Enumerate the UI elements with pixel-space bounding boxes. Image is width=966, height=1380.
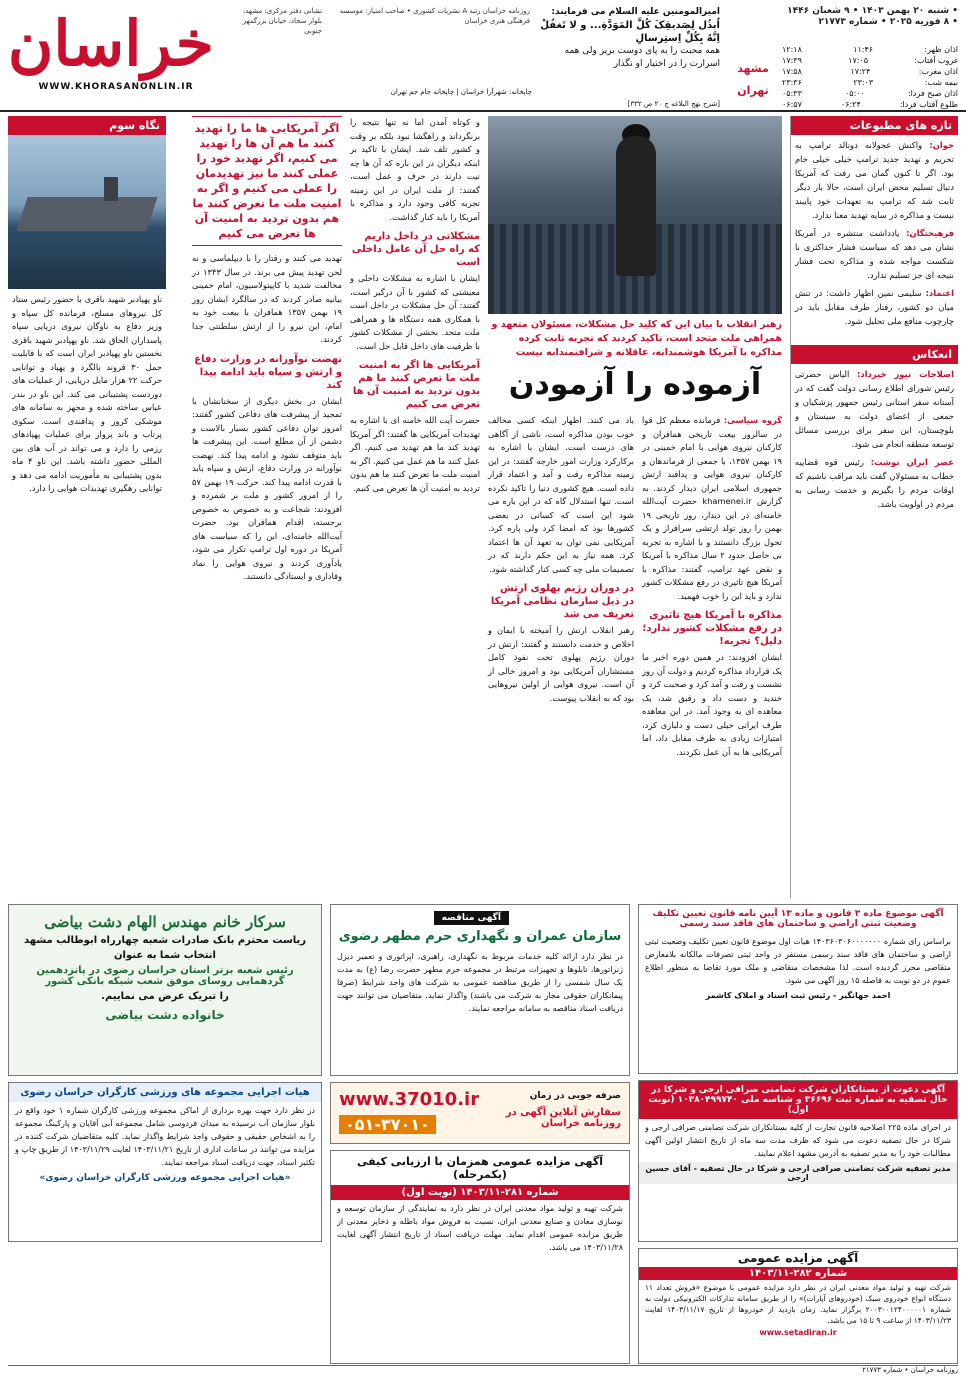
press-item: اعتماد: سلیمی نمین اظهار داشت: در تنش میان دو کشور، رفتار طرف مقابل باید در چارچوب منافع ملی تحلیل شود.: [795, 288, 954, 326]
prayer-time-row: [782, 99, 958, 110]
notice-registry-title: آگهی موضوع ماده ۳ قانون و ماده ۱۳ آیین نامه قانون تعیین تکلیف وضعیت ثبتی اراضی و ساختمان های فاقد سند رسمی: [652, 909, 944, 929]
auction-ad-1: [330, 1150, 630, 1364]
article-column-3: و کوتاه آمدن اما نه تنها نتیجه را برنگرداند و راهگشا نبود بلکه بر وقت و کشور تلف شد. ایشان با تاکید بر اینکه دیگران در این باره که آن ها چه نیت دارند در حرف و عمل است، گفتند: از ملت ایران در این زمینه تجربه کافی وجود دارد و مذاکره با آمریکا را باید کنار گذاشت. مشکلاتی در داخل داریم که راه حل آن عامل داخلی است ایشان با اشاره به مشکلات داخلی و معیشتی که کشور با آن درگیر است، گفتند: آن حل مشکلات در داخل است با همکاری همه دستگاه ها و همراهی ملت متحد. بخشی از مشکلات کشور با ظرفیت های داخل قابل حل است. آمریکایی ها اگر به امنیت ملت ما تعرض کنند ما هم بدون تردید به امنیت آن ها تعرض می کنیم حضرت آیت الله خامنه ای با اشاره به تهدیدات آمریکایی ها گفتند: اگر آمریکا تهدید کند ما هم تهدید می کنیم. اگر عمل کنند ما هم عمل می کنیم. اگر به امنیت ملت ما تعرض کنند ما هم بدون تردید به امنیت آن ها تعرض می کنیم.: [350, 117, 480, 493]
online-ad-slogan: سفارش آنلاین آگهی در روزنامه خراسان: [505, 1107, 621, 1129]
date-line-1: • شنبه ۲۰ بهمن ۱۴۰۳ • ۹ شعبان ۱۴۴۶: [787, 6, 958, 16]
print-line: چاپخانه: شهرآرا خراسان | چاپخانه جام جم تهران: [390, 88, 532, 96]
congrats-signature: خانواده دشت بیاضی: [105, 1008, 225, 1022]
prayer-label: اذان صبح فردا:: [907, 89, 958, 98]
prayer-time-mashhad: ۱۱:۴۶: [853, 45, 874, 54]
prayer-time-mashhad: ۱۷:۲۴: [850, 67, 871, 76]
prayer-time-tehran: ۱۷:۵۸: [782, 67, 802, 76]
quote-heading: امیرالمومنین علیه السلام می فرمایند:: [551, 7, 720, 17]
reflection-item: اصلاحات نیوز خبرداد: الیاس حضرتی رئیس شورای اطلاع رسانی دولت گفت که در آستانه سفر استانی رئیس جمهور پزشکیان و جمعی از اعضای دولت به سیستان و بلوچستان، این سفر برای بررسی مسائل توسعه منطقه انجام می شود.: [795, 369, 954, 449]
subheading-1: مذاکره با آمریکا هیچ تاثیری در رفع مشکلات کشور ندارد؛ دلیل؟ تجربه!: [642, 610, 782, 647]
prayer-time-tehran: ۱۷:۳۹: [782, 56, 802, 65]
publisher-info: نشانی دفتر مرکزی: مشهد، بلوار سجاد، خیابان بزرگمهر جنوبی: [242, 7, 322, 35]
congrats-title: سرکار خانم مهندس الهام دشت بیاضی: [44, 913, 286, 931]
online-ad-note: صرفه جویی در زمان: [529, 1091, 621, 1101]
prayer-label: طلوع آفتاب فردا:: [899, 100, 958, 109]
prayer-time-row: [782, 55, 958, 66]
press-items: [791, 135, 958, 335]
tender-badge: آگهی مناقصه: [434, 911, 509, 925]
auction-1-body: شرکت تهیه و تولید مواد معدنی ایران در نظر دارد به نمایندگی از سازمان توسعه و نوسازی معادن و صنایع معدنی ایران، نسبت به فروش مواد باطله و ذخایر معدنی از طریق مزایده عمومی اقدام نماید. مهلت دریافت اسناد از تاریخ انتشار آگهی لغایت ۱۴۰۳/۱۱/۲۸ می باشد.: [337, 1204, 623, 1252]
sport-signature: «هیات اجرایی مجموعه ورزشی کارگران خراسان رضوی»: [39, 1173, 291, 1183]
prayer-time-tehran: ۲۳:۳۶: [782, 78, 802, 87]
subheading-3c: آمریکایی ها اگر به امنیت ملت ما تعرض کنند ما هم بدون تردید به امنیت آن ها تعرض می کنیم: [352, 360, 480, 410]
quote-persian: همه محبت را به پای دوست بریز ولی همه اسرارت را در اختیار او نگذار: [564, 46, 720, 69]
blank-ad-space: [8, 1248, 322, 1364]
online-ad-banner[interactable]: [330, 1082, 630, 1144]
city-mashhad: مشهد: [737, 62, 769, 75]
reflection-item: عصر ایران نوشت: رئیس قوه قضاییه خطاب به مسئولان گفت باید مراقب باشیم که اوقات مردم را بگیریم و خدمت رسانی به مردم در اولویت باشد.: [795, 457, 954, 509]
press-item: جوان: واکنش عجولانه دونالد ترامپ به تحریم و تهدید جدید ترامپ خیلی خیلی خام بود. اگر تا کنون گمان می رفت که آمریکا دنبال تسلیم محض ایران است، حالا بار دیگر ثابت شد که ترامپ به تعهدات خود پایبند نیست و مذاکره در سایه تهدید معنا ندارد.: [795, 140, 955, 220]
pull-quote: اگر آمریکایی ها ما را تهدید کنند ما هم آن ها را تهدید می کنیم، اگر تهدید خود را عملی کنند ما نیز تهدیدمان را عملی می کنیم و اگر به امنیت ملت ما تعرض کنند ما هم بدون تردید به امنیت آن ها تعرض می کنیم: [192, 116, 342, 246]
tender-shrine: [330, 904, 630, 1076]
auction-2-number: شماره ۲۸۲-۱۴۰۳/۱۱: [639, 1267, 957, 1280]
daily-quote: [540, 6, 720, 71]
footer: روزنامه خراسان • شماره ۲۱۷۷۳: [8, 1365, 958, 1376]
carrier-photo: [8, 135, 166, 289]
date-box: [778, 6, 958, 28]
prayer-time-mashhad: ۲۳:۰۳: [853, 78, 874, 87]
notice-registry-signature: احمد جهانگیر - رئیس ثبت اسناد و املاک کاشمر: [705, 991, 891, 1000]
congratulations-ad: [8, 904, 322, 1076]
subheading-4: نهضت نوآورانه در وزارت دفاع و ارتش و سپاه باید ادامه پیدا کند: [194, 353, 342, 391]
sport-title: هیات اجرایی مجموعه های ورزشی کارگران خراسان رضوی: [9, 1083, 321, 1102]
auction-2-title: آگهی مزایده عمومی: [737, 1251, 859, 1265]
press-item: فرهیختگان: یادداشت منتشره در آمریکا نشان می دهد که سیاست فشار حداکثری با شکست مواجه شده و مذاکره تحت فشار نتیجه ای جز تسلیم ندارد.: [795, 228, 954, 280]
prayer-time-mashhad: ۱۷:۰۵: [848, 56, 869, 65]
tender-title: سازمان عمران و نگهداری حرم مطهر رضوی: [338, 929, 622, 944]
auction-1-number: شماره ۲۸۱-۱۴۰۳/۱۱ (نوبت اول): [331, 1185, 629, 1200]
leader-photo: [488, 116, 782, 314]
right-column: [790, 116, 958, 898]
photo-caption: رهبر انقلاب با بیان این که کلید حل مشکلات، مسئولان متعهد و همراهی ملت متحد است، تاکید کردند که تجربه ثابت کرده مذاکره با آمریکا هوشمندانه، عاقلانه و شرافتمندانه نیست: [491, 319, 782, 358]
prayer-time-mashhad: ۰۵:۰۰: [844, 89, 865, 98]
auction-1-title: آگهی مزایده عمومی همزمان با ارزیابی کیفی (یکمرحله): [357, 1155, 603, 1181]
article-column-4: اگر آمریکایی ها ما را تهدید کنند ما هم آن ها را تهدید می کنیم، اگر تهدید خود را عملی کنند ما نیز تهدیدمان را عملی می کنیم و اگر به امنیت ملت ما تعرض کنند ما هم بدون تردید به امنیت آن ها تعرض می کنیم تهدید می کنند و رفتار را با دیپلماسی و نه لحن تهدید پیش می برند. در سال ۱۳۴۳ در مخالفت شدید با کاپیتولاسیون، امام خمینی بیانیه صادر کردند که در سالگرد ایشان روز ۱۹ بهمن ۱۳۵۷ همافران با بیعت خود به امام، این نیرو را از ارتش سلطنتی جدا کردند. نهضت نوآورانه در وزارت دفاع و ارتش و سپاه باید ادامه پیدا کند ایشان در بخش دیگری از سخنانشان با تمجید از پیشرفت های دفاعی کشور گفتند: امروز توان دفاعی کشور بسیار بالاست و دشمن از آن مطلع است. این پیشرفت ها باید متوقف نشود و ادامه پیدا کند. نهضت نوآورانه در وزارت دفاع، ارتش و سپاه باید با قدرت ادامه پیدا کند. حرکت ۱۹ بهمن ۵۷ را از امروز کشور و ملت بر شمرده و افزودند: شجاعت و به خصوص به خصوص برجسته، اقدام همافران بود. حضرت آیت‌الله خامنه‌ای، این را که سیاست های آمریکا در دوره اول ترامپ تکرار می شود، یادآوری کردند و نیروی هوایی را نماد وفاداری و ایستادگی دانستند.: [192, 116, 342, 898]
notice-creditors: [638, 1080, 958, 1242]
prayer-times: [782, 44, 958, 110]
notice-creditors-title: آگهی دعوت از بستانکاران شرکت تضامنی صرافی ارجی و شرکا در حال تصفیه به شماره ثبت ۳۶۶۹۶ و شناسه ملی ۱۰۳۸۰۴۹۹۷۴۰ (نوبت اول): [639, 1081, 957, 1119]
notice-registry-body: براساس رای شماره ۱۴۰۳۶۰۳۰۶۰۰۰۰۰۰۰ هیات اول موضوع قانون تعیین تکلیف وضعیت ثبتی اراضی و ساختمان های فاقد سند رسمی مستقر در واحد ثبتی تصرفات مالکانه بلامعارض متقاضی محرز گردیده است. لذا مشخصات متقاضی و ملک مورد تقاضا به منظور اطلاع عموم در دو نوبت به فاصله ۱۵ روز آگهی می شود.: [645, 937, 951, 985]
feature-text: ناو پهپادبر شهید باقری با حضور رئیس ستاد کل نیروهای مسلح، فرمانده کل سپاه و وزیر دفاع به ناوگان نیروی دریایی سپاه پاسداران الحاق شد. ناو پهپادبر شهید باقری نخستین ناو پهپادبر ایران است که با قابلیت حمل ۳۰ فروند بالگرد و پهپاد و توانایی حرکت ۲۲ هزار مایل دریایی، از عملیات های دوردست پشتیبانی می کند. این ناو در بندر عباس ساخته شده و مجهز به سامانه های موشکی کروز و پدافندی است. سکوی پرتاب و باند پرواز برای عملیات پهپادهای رزمی را دارد و می تواند در آب های بین المللی حضور داشته باشد. این ناو ۴ ماه بدون پشتیبانی به مأموریت ادامه می دهد و توانایی رهگیری تهدیدات هوایی را دارد.: [12, 294, 162, 493]
article-column-1: گروه سیاسی: فرمانده معظم کل قوا در سالروز بیعت تاریخی همافران و کارکنان نیروی هوایی با امام خمینی در ۱۹ بهمن ۱۳۵۷، با جمعی از فرماندهان و کارکنان نیروی هوایی و پدافند ارتش جمهوری اسلامی ایران دیدار کردند. به گزارش khamenei.ir حضرت آیت‌الله خامنه‌ای در این دیدار، روز تاریخی ۱۹ بهمن را روز تولد ارتشی سرافراز و یک تحول بزرگ دانستند و با اشاره به تجربه بی حاصل حدود ۲ سال مذاکره با آمریکا و نقض عهد ترامپ، گفتند: مذاکره با آمریکا هیچ تاثیری در رفع مشکلات کشور ندارد و باید این را خوب فهمید. مذاکره با آمریکا هیچ تاثیری در رفع مشکلات کشور ندارد؛ دلیل؟ تجربه! ایشان افزودند: در همین دوره اخیر ما یک قرارداد مذاکره کردیم و دولت آن روز نشست و رفت و آمد کرد و صحبت کرد و خندید و دست داد و رفیق شد، یک معاهده ای به وجود آمد. در این معاهده طرف ایرانی خیلی دست و دلبازی کرد، امتیازات زیادی به طرف مقابل داد، اما آمریکایی ها به آن عمل نکردند.: [642, 415, 783, 757]
prayer-label: غروب آفتاب:: [914, 56, 958, 65]
congrats-line-2: انتخاب شما به عنوان: [114, 950, 216, 961]
congrats-line-1: ریاست محترم بانک صادرات شعبه چهارراه ابوطالب مشهد: [23, 935, 307, 946]
logo: [8, 8, 220, 94]
masthead: [0, 0, 966, 112]
congrats-line-4: را تبریک عرض می نماییم.: [101, 991, 229, 1002]
auction-url[interactable]: www.setadiran.ir: [759, 1328, 837, 1337]
prayer-time-row: [782, 66, 958, 77]
sport-tender: [8, 1082, 322, 1242]
prayer-label: اذان ظهر:: [924, 45, 958, 54]
prayer-time-tehran: ۰۶:۵۷: [782, 100, 802, 109]
carrier-tower: [104, 177, 118, 201]
quote-arabic: اُبذُل لِصَدیقِکَ کُلَّ المَوَدَّةِ... و لا تَغفُلْ اِنَّهُ بِکُلِّ اِستِرسالِ: [540, 20, 720, 44]
left-feature: [8, 116, 166, 898]
newspaper-name: خراسان: [7, 7, 214, 80]
online-ad-url[interactable]: www.37010.ir: [339, 1089, 480, 1110]
photo-speaker: [616, 136, 656, 276]
notice-creditors-signature: مدیر تصفیه شرکت تضامنی صرافی ارجی و شرکا در حال تصفیه - آقای حسین ارجی: [639, 1162, 957, 1184]
prayer-time-row: [782, 77, 958, 88]
section-title-press: تازه های مطبوعات: [791, 116, 958, 135]
congrats-line-3: رئیس شعبه برتر استان خراسان رضوی در پانزدهمین گردهمایی روسای موفق شعب شبکه بانکی کشور: [36, 965, 294, 987]
quote-source: [شرح نهج البلاغه ج ۲۰ ص ۳۳۲]: [627, 100, 720, 108]
prayer-label: اذان مغرب:: [918, 67, 958, 76]
sport-body: در نظر دارد جهت بهره برداری از اماکن مجموعه ورزشی کارگران شماره ۱ خود واقع در بلوار سازمان آب نرسیده به میدان فردوسی شامل مجموعه آبی آقایان و پارکینگ مجموعه را به اشخاص حقیقی و حقوقی واجد شرایط واگذار نماید. کلیه متقاضیان شرکت کننده در مزایده می توانند در ساعات اداری از تاریخ ۱۴۰۳/۱۱/۲۱ لغایت ۱۴۰۳/۱۱/۲۹ از طریق چاپ و تکثیر اسناد، جهت دریافت اسناد مراجعه نمایند.: [15, 1106, 316, 1167]
tender-body: در نظر دارد ارائه کلیه خدمات مربوط به نگهداری، راهبری، اپراتوری و تعمیر دیزل ژنراتورها، تابلوها و تجهیزات مرتبط در مجموعه حرم مطهر حضرت رضا (ع) به مدت یک سال شمسی را از طریق مناقصه عمومی به شرکت های واجد شرایط (صرفا پیمانکاران حقوقی مجاز به شرکت می باشند) واگذار نماید. متقاضیان می توانند جهت دریافت اسناد مناقصه به سامانه مراجعه نمایند.: [337, 952, 623, 1013]
auction-ad-2: [638, 1248, 958, 1364]
section-title-third-look: نگاه سوم: [8, 116, 166, 135]
newspaper-url[interactable]: WWW.KHORASANONLIN.IR: [38, 82, 194, 92]
subheading-2: در دوران رژیم پهلوی ارتش در ذیل سازمان نظامی آمریکا تعریف می شد: [490, 583, 634, 620]
prayer-time-tehran: ۰۵:۳۳: [782, 89, 802, 98]
date-line-2: • ۸ فوریه ۲۰۲۵ • شماره ۲۱۷۷۳: [818, 17, 958, 27]
prayer-label: نیمه شب:: [924, 78, 958, 87]
article-column-2: یاد می کنند. اظهار اینکه کسی مخالف خوب بودن مذاکره است، ناشی از آگاهی های درست است. ایشان با اشاره به برکارکرد وزارت امور خارجه گفتند: در این زمینه مذاکره رفت و آمد و اعتماد قرار داده است. هیچ کشوری دنیا را تاکید نکرده است. تنها استدلال گاه که در این باره می شود این است که کسانی در بعضی کشورها بود که امضا کرد ولی پاره کرد. آمریکایی نمی توان به تعهد آن ها اعتماد کرد. همه نیاز به این حکم دارند که در تصمیمات ملی چه کسی کنار گذاشته شود. در دوران رژیم پهلوی ارتش در ذیل سازمان نظامی آمریکا تعریف می شد رهبر انقلاب ارتش را آمیخته با ایمان و اخلاص و خدمت دانستند و گفتند: ارتش در دوران رژیم پهلوی تحت نفوذ کامل مستشاران آمریکایی بود و امروز خالی از آن است. نیروی هوایی از اولین نیروهایی بود که به انقلاب پیوست.: [488, 415, 634, 703]
prayer-time-row: [782, 88, 958, 99]
prayer-time-row: [782, 44, 958, 55]
city-tehran: تهران: [737, 84, 769, 97]
subheading-3: مشکلاتی در داخل داریم که راه حل آن عامل داخلی است: [351, 231, 480, 268]
auction-2-body: شرکت تهیه و تولید مواد معدنی ایران در نظر دارد مزایده عمومی با موضوع «فروش تعداد ۱۱ دستگاه انواع خودروی سبک (خودروهای آپارات)» را از طریق سامانه تدارکات الکترونیکی دولت به شماره ۲۰۰۳۰۰۱۲۴۰۰۰۰۰۱ برگزار نماید. زمان بازدید از خودروها از تاریخ ۱۴۰۳/۱۱/۱۷ لغایت ۱۴۰۳/۱۱/۲۳ از ساعت ۹ تا ۱۵ می باشد.: [645, 1283, 951, 1325]
notice-creditors-body: در اجرای ماده ۲۲۵ اصلاحیه قانون تجارت از کلیه بستانکاران شرکت تضامنی صرافی ارجی و شرکا در حال تصفیه دعوت می شود که ظرف مدت سه ماه از تاریخ انتشار اولین آگهی مطالبات خود را به مدیر تصفیه به آدرس مشهد اعلام نمایند.: [645, 1123, 951, 1158]
prayer-time-tehran: ۱۲:۱۸: [782, 45, 802, 54]
reflection-items: [791, 364, 958, 518]
section-title-reflection: انعکاس: [791, 345, 958, 364]
license-info: روزنامه خراسان رتبه A نشریات کشوری • صاحب امتیاز: موسسه فرهنگی هنری خراسان: [339, 7, 530, 25]
carrier-deck: [16, 197, 157, 231]
online-ad-phone: ۰۵۱-۳۷۰۱۰: [339, 1115, 436, 1134]
notice-registry: [638, 904, 958, 1074]
main-headline: آزموده را آزمودن: [508, 367, 762, 402]
prayer-time-mashhad: ۰۶:۲۴: [840, 100, 861, 109]
